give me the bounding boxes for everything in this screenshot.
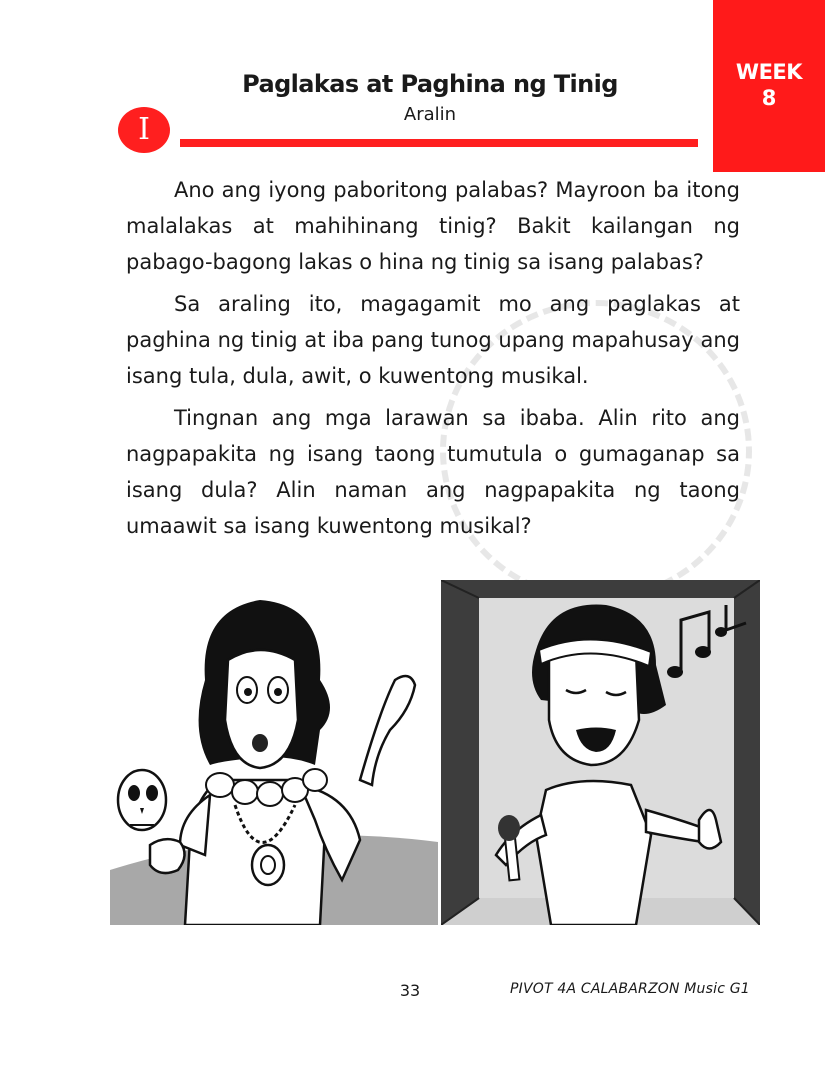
week-number: 8 — [761, 86, 777, 110]
actor-illustration — [110, 580, 438, 925]
header-divider — [180, 139, 698, 147]
week-tab — [713, 0, 825, 172]
paragraph-1: Ano ang iyong paboritong palabas? Mayroon ba itong malalakas at mahihinang tinig? Bakit kailangan ng pabago-bagong lakas o hina ng tinig sa isang palabas? — [126, 178, 740, 274]
section-badge: I — [118, 107, 170, 153]
paragraph-2: Sa araling ito, magagamit mo ang paglakas at paghina ng tinig at iba pang tunog upang mapahusay ang isang tula, dula, awit, o kuwentong musikal. — [126, 292, 740, 388]
footer-note: PIVOT 4A CALABARZON Music G1 — [510, 981, 750, 997]
page-subtitle: Aralin — [403, 104, 457, 125]
page-number: 33 — [399, 981, 421, 1000]
singer-illustration — [441, 580, 760, 925]
week-label: WEEK — [735, 60, 803, 84]
paragraph-3: Tingnan ang mga larawan sa ibaba. Alin rito ang nagpapakita ng isang taong tumutula o gumaganap sa isang dula? Alin naman ang nagpapakita ng taong umaawit sa isang kuwentong musikal? — [126, 406, 740, 538]
page-title: Paglakas at Paghina ng Tinig — [242, 70, 618, 98]
